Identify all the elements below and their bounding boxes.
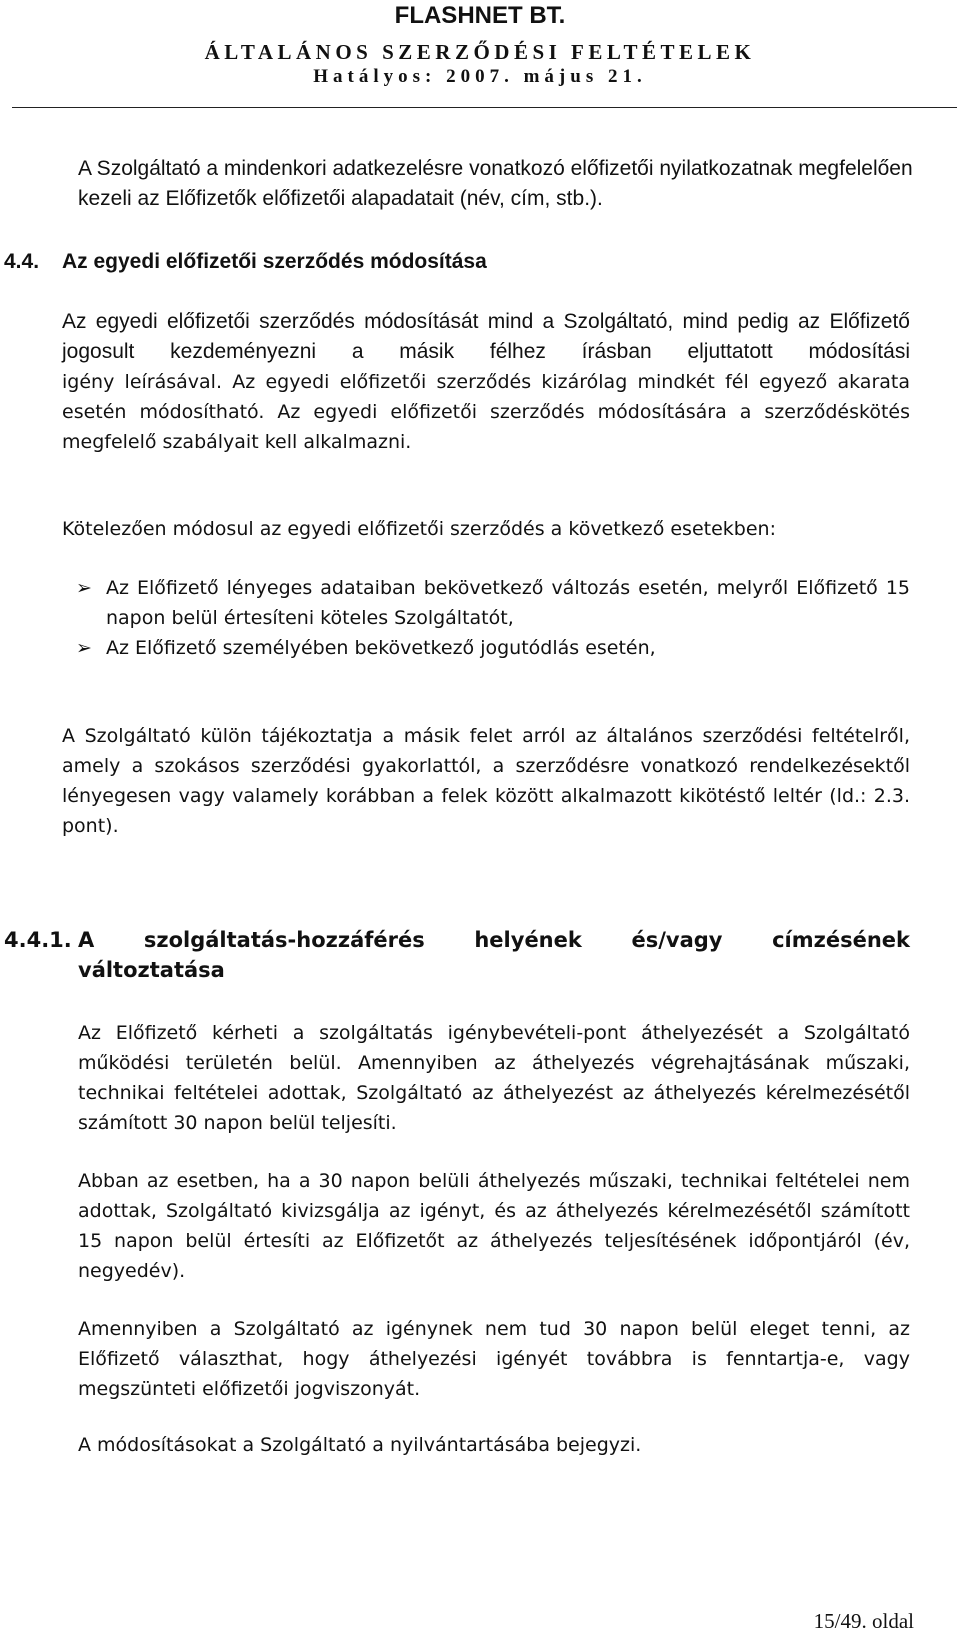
- section-number-4-4-1: 4.4.1.: [4, 928, 72, 952]
- intro-paragraph: A Szolgáltató a mindenkori adatkezelésre vonatkozó előfizetői nyilatkozatnak megfelelően kezeli az Előfizetők előfizetői alapadatait (név, cím, stb.).: [78, 157, 913, 210]
- company-name: FLASHNET BT.: [394, 2, 566, 29]
- modification-paragraph-part1: Az egyedi előfizetői szerződés módosítását mind a Szolgáltató, mind pedig az Előfizető jogosult kezdeményezni a másik félhez írásban eljuttatott módosítási: [62, 310, 910, 363]
- mandatory-cases-intro: Kötelezően módosul az egyedi előfizetői szerződés a következő esetekben:: [62, 518, 776, 540]
- section-title-4-4: Az egyedi előfizetői szerződés módosítása: [62, 250, 487, 273]
- modification-paragraph-part2: igény leírásával. Az egyedi előfizetői szerződés kizárólag mindkét fél egyező akarata esetén módosítható. Az egyedi előfizetői szerződés módosítására a szerződéskötés megfelelő szabályait kell alkalmazni.: [62, 371, 910, 453]
- relocation-paragraph-3: Amennyiben a Szolgáltató az igénynek nem tud 30 napon belül eleget tenni, az Előfizető választhat, hogy áthelyezési igényét továbbra is fenntartja-e, vagy megszünteti előfizetői jogviszonyát.: [78, 1318, 910, 1400]
- relocation-paragraph-2: Abban az esetben, ha a 30 napon belüli áthelyezés műszaki, technikai feltételei nem adottak, Szolgáltató kivizsgálja az igényt, és az áthelyezés kérelmezésétől számított 15 napon belül értesíti az Előfizetőt az áthelyezés teljesítésének időpontjáról (év, negyedév).: [78, 1170, 910, 1282]
- list-item-text: Az Előfizető lényeges adataiban bekövetkező változás esetén, melyről Előfizető 15 napon belül értesíteni köteles Szolgáltatót,: [106, 577, 910, 629]
- relocation-paragraph-4: A módosításokat a Szolgáltató a nyilvántartásába bejegyzi.: [78, 1434, 642, 1456]
- header-divider: [12, 107, 957, 108]
- list-item: [76, 633, 910, 663]
- section-title-4-4-1-line1: A szolgáltatás-hozzáférés helyének és/vagy címzésének: [78, 928, 910, 952]
- section-number-4-4: 4.4.: [4, 250, 40, 273]
- arrow-bullet-icon: ➢: [76, 637, 92, 659]
- list-item: [76, 573, 910, 633]
- effective-date: Hatályos: 2007. május 21.: [313, 66, 647, 87]
- page-number: 15/49. oldal: [813, 1609, 914, 1633]
- section-title-4-4-1-line2: változtatása: [78, 958, 225, 982]
- relocation-paragraph-1: Az Előfizető kérheti a szolgáltatás igénybevételi-pont áthelyezését a Szolgáltató működési területén belül. Amennyiben az áthelyezés végrehajtásának műszaki, technikai feltételei adottak, Szolgáltató az áthelyezést az áthelyezés kérelmezésétől számított 30 napon belül teljesíti.: [78, 1022, 910, 1134]
- arrow-bullet-icon: ➢: [76, 577, 92, 599]
- info-paragraph: A Szolgáltató külön tájékoztatja a másik felet arról az általános szerződési feltételről, amely a szokásos szerződési gyakorlattól, a szerződésre vonatkozó rendelkezésektől lényegesen vagy valamely korábban a felek között alkalmazott kikötéstő leltér (ld.: 2.3. pont).: [62, 725, 910, 837]
- document-title: ÁLTALÁNOS SZERZŐDÉSI FELTÉTELEK: [204, 40, 756, 64]
- list-item-text: Az Előfizető személyében bekövetkező jogutódlás esetén,: [106, 637, 656, 659]
